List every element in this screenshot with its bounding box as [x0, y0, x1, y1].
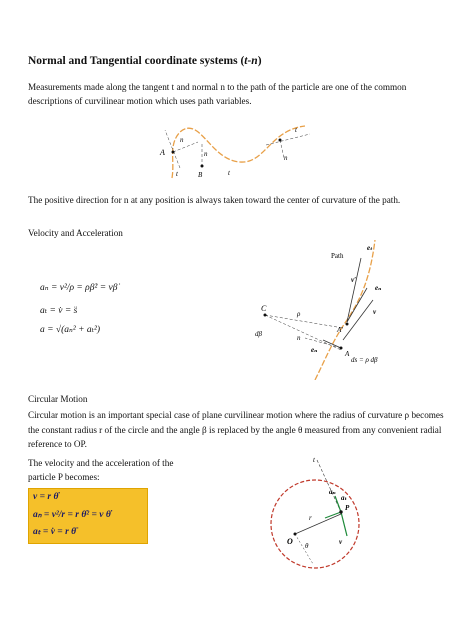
label-r-3: r — [309, 514, 312, 522]
normal-line-a — [173, 142, 198, 152]
label-et: eₜ — [367, 244, 373, 252]
title-close: ) — [257, 55, 262, 67]
point-c — [279, 139, 282, 142]
label-v: v — [373, 308, 377, 316]
label-n2: n — [204, 150, 208, 158]
reference-radius — [295, 534, 313, 564]
label-t-3: t — [313, 456, 315, 464]
box-eq-at: aₜ = v̇ = r θ̈ — [33, 527, 77, 537]
label-A-2: A — [345, 350, 350, 358]
tangent-line-c — [266, 134, 310, 145]
label-en-top: eₙ — [375, 284, 382, 292]
box-eq-v: v = r θ̇ — [33, 492, 59, 502]
circular-motion-figure — [255, 452, 365, 582]
label-B: B — [198, 171, 203, 179]
label-theta: θ — [305, 542, 309, 550]
label-aprime: A′ — [337, 326, 343, 334]
velocity-acceleration-figure — [225, 240, 425, 380]
equation-an: aₙ = v²/ρ = ρβ̇² = vβ̇ — [40, 283, 118, 293]
label-n1: n — [180, 136, 184, 144]
tangent-vector-top — [347, 258, 361, 322]
circular-equations-box — [28, 488, 148, 544]
intro-paragraph: Measurements made along the tangent t and normal n to the path of the particle are one of the common descriptions of curvilinear motion which uses path variables. — [28, 82, 407, 106]
label-t2: t — [228, 169, 230, 177]
circular-motion-paragraph: Circular motion is an important special case of plane curvilinear motion where the radius of curvature ρ becomes the constant radius r of the circle and the angle β is replaced by the angle θ measured from any convenient radial reference to OP. — [28, 410, 444, 449]
label-O: O — [287, 537, 293, 546]
radius-line-aprime — [265, 315, 343, 328]
path-curve — [172, 126, 305, 178]
label-C: C — [261, 304, 267, 313]
label-n3: n — [284, 154, 288, 162]
label-A: A — [160, 148, 165, 157]
label-ds: ds = ρ dβ — [351, 356, 378, 364]
label-P: P — [345, 504, 350, 512]
label-t3: t — [295, 126, 297, 134]
point-c-2 — [264, 314, 267, 317]
label-an-3: aₙ — [329, 488, 336, 496]
point-b — [201, 165, 204, 168]
velocity-heading: Velocity and Acceleration — [28, 228, 123, 238]
point-o — [294, 533, 297, 536]
velocity-vector-v — [341, 512, 347, 536]
path-tn-figure — [150, 120, 320, 182]
label-vprime: v′ — [351, 276, 357, 284]
point-aprime-2 — [346, 323, 349, 326]
title-tn: t-n — [244, 55, 258, 67]
velocity-particle-paragraph: The velocity and the acceleration of the particle P becomes: — [28, 458, 174, 482]
label-n-2: n — [297, 334, 301, 342]
radius-r — [295, 514, 341, 534]
label-en-bottom: eₙ — [311, 346, 318, 354]
label-dbeta: dβ — [255, 330, 262, 338]
point-p — [339, 510, 342, 513]
point-a — [172, 151, 175, 154]
label-v-3: v — [339, 538, 343, 546]
label-t1: t — [176, 170, 178, 178]
positive-direction-paragraph: The positive direction for n at any position is always taken toward the center of curvature of the path. — [28, 195, 401, 205]
label-at-3: aₜ — [341, 494, 348, 502]
box-eq-an: aₙ = v²/r = r θ̇² = v θ̇ — [33, 510, 111, 520]
label-path: Path — [331, 252, 344, 260]
normal-vector-top — [347, 288, 367, 322]
label-rho: ρ — [297, 310, 301, 318]
title-main: Normal and Tangential coordinate systems ( — [28, 55, 245, 67]
page-title — [28, 55, 262, 67]
equation-a: a = √(aₙ² + aₜ²) — [40, 325, 101, 335]
circular-motion-heading: Circular Motion — [28, 394, 88, 404]
point-a-2 — [340, 347, 343, 350]
equation-at: aₜ = v̇ = s̈ — [40, 306, 78, 316]
